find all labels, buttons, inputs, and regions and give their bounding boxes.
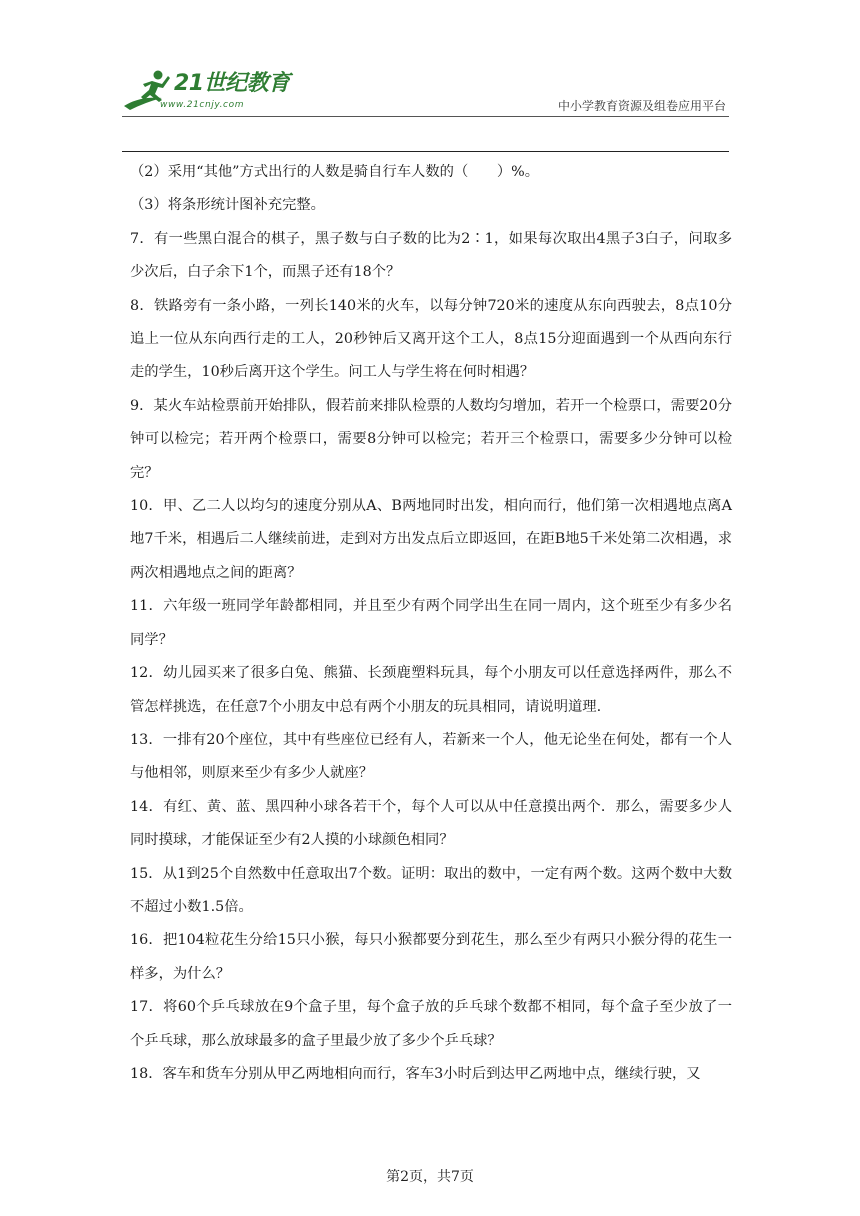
question-item: 14．有红、黄、蓝、黑四种小球各若干个，每个人可以从中任意摸出两个．那么，需要多少人同时摸球，才能保证至少有2人摸的小球颜色相同？	[130, 798, 732, 849]
question-item: 15．从1到25个自然数中任意取出7个数。证明：取出的数中，一定有两个数。这两个数中大数不超过小数1.5倍。	[130, 865, 732, 915]
question-item: （3）将条形统计图补充完整。	[130, 197, 325, 214]
logo-url: www.21cnjy.com	[160, 100, 245, 110]
question-item: 7．有一些黑白混合的棋子，黑子数与白子数的比为2∶1，如果每次取出4黑子3白子，问取多少次后，白子余下1个，而黑子还有18个？	[130, 230, 732, 281]
content-top-rule	[122, 151, 729, 152]
question-item: 11．六年级一班同学年龄都相同，并且至少有两个同学出生在同一周内，这个班至少有多少名同学？	[130, 598, 732, 648]
question-list	[130, 156, 732, 1091]
logo-text: 21世纪教育	[174, 71, 290, 96]
question-item: 13．一排有20个座位，其中有些座位已经有人，若新来一个人，他无论坐在何处，都有一个人与他相邻，则原来至少有多少人就座？	[130, 731, 732, 782]
question-item: 12．幼儿园买来了很多白兔、熊猫、长颈鹿塑料玩具，每个小朋友可以任意选择两件，那么不管怎样挑选，在任意7个小朋友中总有两个小朋友的玩具相同，请说明道理.	[130, 665, 732, 715]
question-item: （2）采用“其他”方式出行的人数是骑自行车人数的（ ）%。	[130, 164, 540, 180]
page-header	[0, 0, 860, 120]
question-item: 8．铁路旁有一条小路，一列长140米的火车，以每分钟720米的速度从东向西驶去，8点10分追上一位从东向西行走的工人，20秒钟后又离开这个工人，8点15分迎面遇到一个从西向东行走的学生，10秒后离开这个学生。问工人与学生将在何时相遇？	[130, 297, 732, 381]
platform-name: 中小学教育资源及组卷应用平台	[557, 99, 726, 113]
question-item: 17．将60个乒乓球放在9个盒子里，每个盒子放的乒乓球个数都不相同，每个盒子至少放了一个乒乓球，那么放球最多的盒子里最少放了多少个乒乓球？	[130, 999, 732, 1049]
question-item: 10．甲、乙二人以均匀的速度分别从A、B两地同时出发，相向而行，他们第一次相遇地点离A地7千米，相遇后二人继续前进，走到对方出发点后立即返回，在距B地5千米处第二次相遇，求两次相遇地点之间的距离？	[130, 498, 732, 581]
page-number: 第2页，共7页	[386, 1169, 474, 1185]
question-item: 9．某火车站检票前开始排队，假若前来排队检票的人数均匀增加，若开一个检票口，需要20分钟可以检完；若开两个检票口，需要8分钟可以检完；若开三个检票口，需要多少分钟可以检完？	[130, 397, 732, 481]
question-item: 16．把104粒花生分给15只小猴，每只小猴都要分到花生，那么至少有两只小猴分得的花生一样多，为什么？	[130, 932, 732, 982]
logo	[122, 66, 292, 116]
header-divider	[122, 116, 729, 117]
question-item: 18．客车和货车分别从甲乙两地相向而行，客车3小时后到达甲乙两地中点，继续行驶，又	[130, 1065, 701, 1082]
